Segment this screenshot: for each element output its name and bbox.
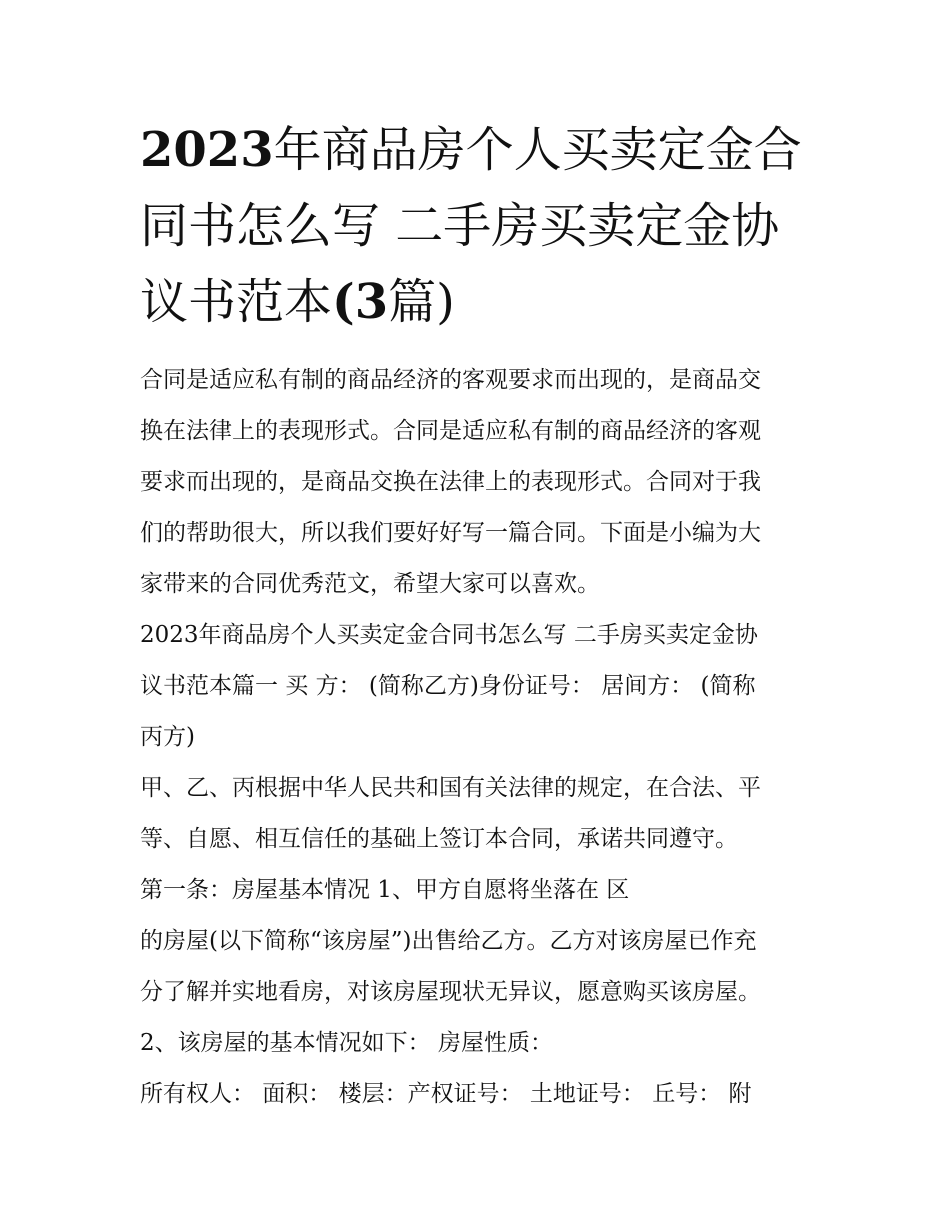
- body-line: 合同是适应私有制的商品经济的客观要求而出现的，是商品交: [140, 367, 761, 393]
- body-line: 第一条：房屋基本情况 1、甲方自愿将坐落在 区: [140, 877, 630, 903]
- title-count-unit: 篇): [388, 274, 455, 330]
- document-title: [140, 112, 820, 340]
- body-line: 2、该房屋的基本情况如下： 房屋性质：: [140, 1030, 553, 1056]
- body-line: 的房屋(以下简称“该房屋”)出售给乙方。乙方对该房屋已作充: [140, 928, 757, 954]
- title-line-3: [140, 264, 820, 340]
- body-line: 2023年商品房个人买卖定金合同书怎么写 二手房买卖定金协: [140, 622, 758, 648]
- body-line: 甲、乙、丙根据中华人民共和国有关法律的规定，在合法、平: [140, 775, 761, 801]
- body-line: 要求而出现的，是商品交换在法律上的表现形式。合同对于我: [140, 469, 761, 495]
- title-line-3-text: 议书范本: [140, 274, 333, 330]
- title-year: 2023: [140, 122, 274, 178]
- body-line: 分了解并实地看房，对该房屋现状无异议，愿意购买该房屋。: [140, 979, 761, 1005]
- body-line: 议书范本篇一 买 方： (简称乙方)身份证号： 居间方： (简称: [140, 673, 756, 699]
- title-line-2: 同书怎么写 二手房买卖定金协: [140, 198, 780, 254]
- document-body: [140, 355, 830, 1120]
- title-line-1-rest: 年商品房个人买卖定金合: [273, 122, 802, 178]
- body-line: 换在法律上的表现形式。合同是适应私有制的商品经济的客观: [140, 418, 761, 444]
- title-count: (3: [332, 274, 389, 330]
- body-line: 家带来的合同优秀范文，希望大家可以喜欢。: [140, 571, 600, 597]
- body-line: 们的帮助很大，所以我们要好好写一篇合同。下面是小编为大: [140, 520, 761, 546]
- body-line: 丙方): [140, 724, 195, 750]
- body-line: 等、自愿、相互信任的基础上签订本合同，承诺共同遵守。: [140, 826, 738, 852]
- body-line: 所有权人： 面积： 楼层：产权证号： 土地证号： 丘号： 附: [140, 1081, 752, 1107]
- title-line-1: [140, 112, 820, 188]
